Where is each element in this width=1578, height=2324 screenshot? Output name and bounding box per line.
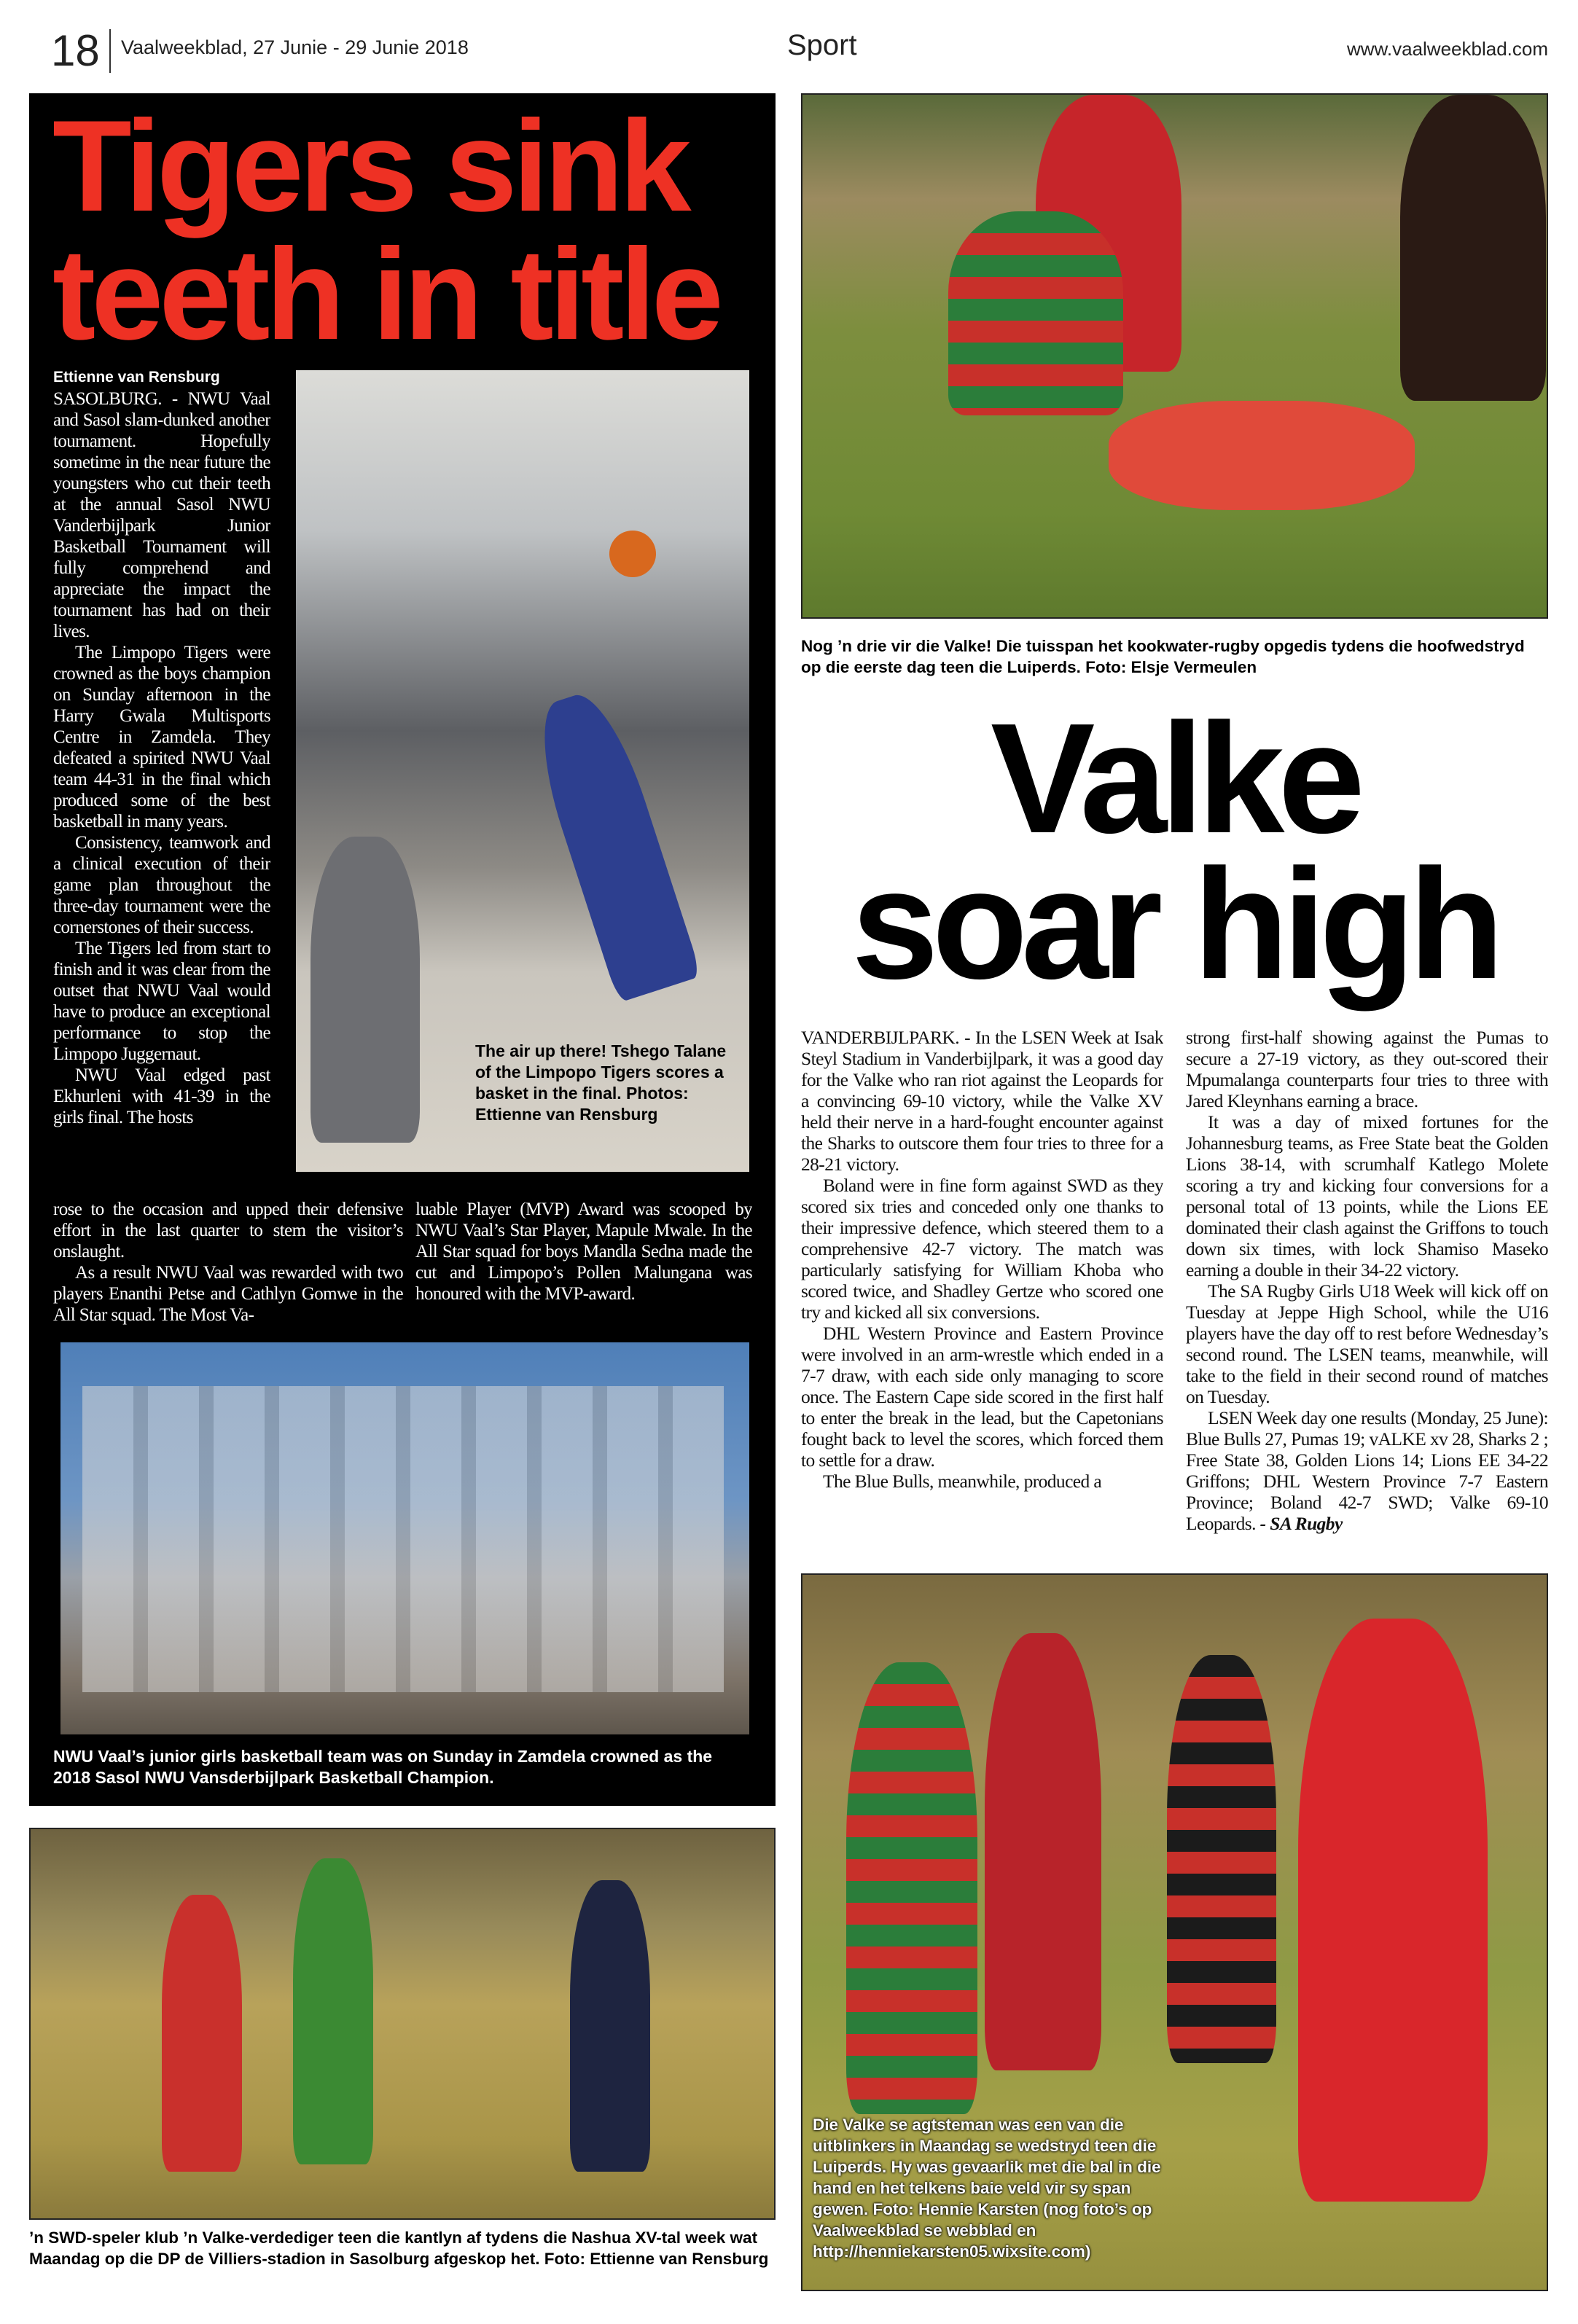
- credit: - SA Rugby: [1259, 1513, 1343, 1534]
- section-title: Sport: [787, 29, 857, 61]
- swd-rugby-photo: [29, 1828, 776, 2220]
- paragraph: Consistency, teamwork and a clinical execution of their game plan throughout the three-day tournament were the cornerstones of their success.: [53, 833, 270, 937]
- basketball-photo-caption: The air up there! Tshego Talane of the Limpopo Tigers scores a basket in the final. Photos: Ettienne van Rensburg: [475, 1041, 727, 1124]
- valke-headline: [801, 690, 1548, 1012]
- basketball-photo: [296, 370, 749, 1172]
- valke-top-photo-caption: Nog ’n drie vir die Valke! Die tuisspan het kookwater-rugby opgedis tydens die hoofwedstryd op die eerste dag teen die Luiperds. Foto: Elsje Vermeulen: [801, 637, 1525, 676]
- swd-photo-caption: ’n SWD-speler klub ’n Valke-verdediger teen die kantlyn af tydens die Nashua XV-tal week wat Maandag op die DP de Villiers-stadion in Sasolburg afgeskop het. Foto: Ettienne van Rensburg: [29, 2229, 769, 2268]
- paragraph: rose to the occasion and upped their defensive effort in the last quarter to stem the visitor’s onslaught.: [53, 1200, 403, 1261]
- tigers-column-1: [53, 388, 270, 1196]
- tigers-headline: [52, 93, 767, 367]
- valke-try-photo: [801, 93, 1548, 619]
- headline-line: Tigers sink: [52, 93, 687, 238]
- paragraph: NWU Vaal edged past Ekhurleni with 41-39 in the girls final. The hosts: [53, 1065, 270, 1127]
- paragraph: As a result NWU Vaal was rewarded with two players Enanthi Petse and Cathlyn Gomwe in the All Star squad. The Most Va-: [53, 1263, 403, 1325]
- headline-line: Valke: [991, 690, 1359, 866]
- paragraph: SASOLBURG. - NWU Vaal and Sasol slam-dunked another tournament. Hopefully sometime in the near future the youngsters who cut their teeth at the annual Sasol NWU Vanderbijlpark Junior Basketball Tournament will fully comprehend and appreciate the impact the tournament has had on their lives.: [53, 389, 270, 641]
- paragraph: The Blue Bulls, meanwhile, produced a: [823, 1471, 1102, 1492]
- valke-column-1: [801, 1027, 1163, 1559]
- paragraph: It was a day of mixed fortunes for the Johannesburg teams, as Free State beat the Golden Lions 38-14, with scrumhalf Katlego Molete scoring a try and kicking four conversions for a personal total of 13 points, while the Lions EE dominated their clash against the Griffons to touch down six times, with lock Shamiso Maseko earning a double in their 34-22 victory.: [1186, 1111, 1548, 1280]
- header-divider: [109, 29, 111, 73]
- paragraph: luable Player (MVP) Award was scooped by NWU Vaal’s Star Player, Mapule Mwale. In the All Star squad for boys Mandla Sedna made the cut and Limpopo’s Pollen Malungana was honoured with the MVP-award.: [415, 1200, 752, 1304]
- paragraph: Boland were in fine form against SWD as they scored six tries and conceded only one thanks to their impressive defence, which steered them to a comprehensive 42-7 victory. The match was particularly satisfying for William Khoba who scored twice, and Shadley Gertze who scored one try and kicked all six conversions.: [801, 1175, 1163, 1323]
- team-photo: [60, 1342, 749, 1734]
- page-number: 18: [51, 26, 100, 75]
- paragraph: The Limpopo Tigers were crowned as the boys champion on Sunday afternoon in the Harry Gwala Multisports Centre in Zamdela. They defeated a spirited NWU Vaal team 44-31 in the final which produced some of the best basketball in many years.: [53, 643, 270, 832]
- website-link[interactable]: www.vaalweekblad.com: [1346, 38, 1548, 60]
- results-text: LSEN Week day one results (Monday, 25 June): Blue Bulls 27, Pumas 19; vALKE xv 28, Sharks 2 ; Free State 38, Golden Lions 14; Lions EE 34-22 Griffons; DHL Western Province 7-7 Eastern Province; Boland 42-7 SWD; Valke 69-10 Leopards.: [1186, 1407, 1548, 1534]
- publication-date: Vaalweekblad, 27 Junie - 29 Junie 2018: [121, 36, 469, 58]
- headline-line: soar high: [851, 836, 1498, 1012]
- headline-line: teeth in title: [52, 222, 719, 367]
- valke-bottom-photo-caption: Die Valke se agtsteman was een van die uitblinkers in Maandag se wedstryd teen die Luiperds. Hy was gevaarlik met die bal in die hand en het telkens baie veld vir sy span gewen. Foto: Hennie Karsten (nog foto’s op Vaalweekblad se webblad en http://henniekarsten05.wixsite.com): [813, 2116, 1161, 2261]
- team-photo-caption: NWU Vaal’s junior girls basketball team was on Sunday in Zamdela crowned as the 2018 Sasol NWU Vansderbijlpark Basketball Champion.: [53, 1747, 713, 1787]
- tigers-column-3: [415, 1199, 752, 1330]
- valke-eighthman-photo: [801, 1573, 1548, 2291]
- paragraph: VANDERBIJLPARK. - In the LSEN Week at Isak Steyl Stadium in Vanderbijlpark, it was a good day for the Valke who ran riot against the Leopards for a convincing 69-10 victory, while the Valke XV held their nerve in a hard-fought encounter against the Sharks to outscore them four tries to three for a 28-21 victory.: [801, 1027, 1163, 1175]
- paragraph: DHL Western Province and Eastern Province were involved in an arm-wrestle which ended in a 7-7 draw, with each side only managing to score once. The Eastern Cape side scored in the first half to enter the break in the lead, but the Capetonians fought back to level the scores, which forced them to settle for a draw.: [801, 1323, 1163, 1471]
- paragraph: The SA Rugby Girls U18 Week will kick off on Tuesday at Jeppe High School, while the U16 players have the day off to rest before Wednesday’s second round. The LSEN teams, meanwhile, will take to the field in their second round of matches on Tuesday.: [1186, 1280, 1548, 1407]
- paragraph: The Tigers led from start to finish and it was clear from the outset that NWU Vaal would have to produce an exceptional performance to stop the Limpopo Juggernaut.: [53, 939, 270, 1064]
- paragraph: strong first-half showing against the Pumas to secure a 27-19 victory, as they out-scored their Mpumalanga counterparts four tries to three with Jared Kleynhans earning a brace.: [1186, 1027, 1548, 1111]
- byline: Ettienne van Rensburg: [53, 369, 220, 386]
- valke-column-2: [1186, 1027, 1548, 1559]
- paragraph: [1186, 1407, 1548, 1534]
- tigers-column-2: [53, 1199, 403, 1330]
